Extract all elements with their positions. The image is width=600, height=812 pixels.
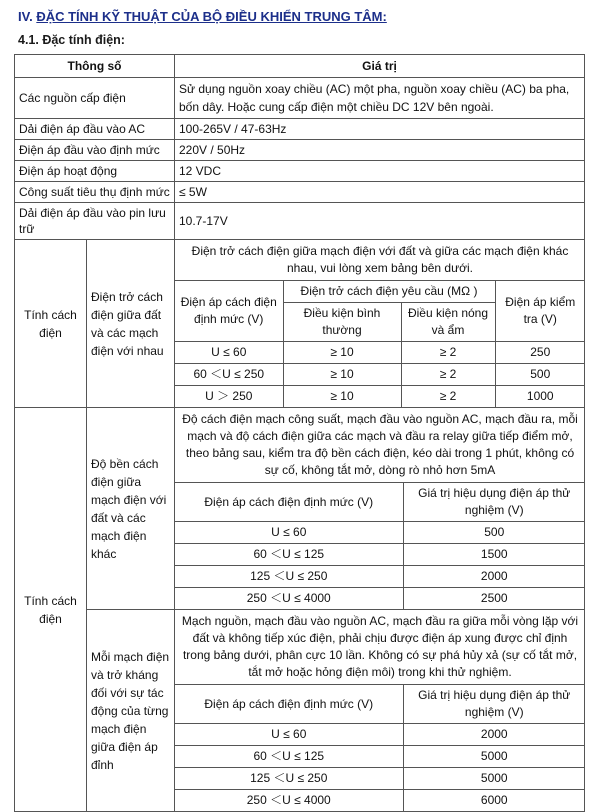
row-value: ≤ 5W xyxy=(175,182,585,203)
table-row xyxy=(15,203,585,240)
table-row xyxy=(175,342,585,364)
strength-sub2-note: Mạch nguồn, mạch đầu vào nguồn AC, mạch đầu ra giữa mỗi vòng lặp với đất và không tiếp xúc điện, phải chịu được điện áp xung được chỉ định trong bảng dưới, phân cực 10 lần. Không có sự phá hủy xả (sự cố tắt mở, tắt mở hoặc hỏng điện môi) trong khi thử nghiệm. xyxy=(175,610,585,685)
col-resistance-header: Điện trở cách điện yêu cầu (MΩ ) xyxy=(283,281,495,303)
insulation-sub-label: Điện trở cách điện giữa đất và các mạch điện với nhau xyxy=(87,240,175,408)
cell-normal: ≥ 10 xyxy=(283,342,401,364)
col-voltage-header: Điện áp cách điện định mức (V) xyxy=(175,483,403,522)
col-normal-header: Điều kiện bình thường xyxy=(283,303,401,342)
col-value-header: Giá trị hiệu dụng điện áp thử nghiệm (V) xyxy=(403,685,585,724)
table-row xyxy=(175,386,585,408)
row-value: 12 VDC xyxy=(175,161,585,182)
row-param: Dải điện áp đầu vào AC xyxy=(15,119,175,140)
table-row xyxy=(175,522,585,544)
strength-sub2-label: Mỗi mạch điện và trở kháng đối với sự tác động của từng mạch điện giữa điện áp đỉnh xyxy=(87,610,175,812)
heading xyxy=(18,9,387,24)
insulation-cell xyxy=(175,240,585,408)
cell-test: 500 xyxy=(495,364,585,386)
cell-value: 2000 xyxy=(403,566,585,588)
table-header-row xyxy=(15,55,585,78)
strength-sub2-cell xyxy=(175,610,585,812)
insulation-table xyxy=(175,240,585,407)
strength-sub1-note: Độ cách điện mạch công suất, mạch đầu vào nguồn AC, mạch đầu ra, mỗi mạch và độ cách điện giữa các mạch và đầu ra relay giữa tiếp điểm mở, theo bảng sau, kiểm tra độ bền cách điện, kéo dài trong 1 phút, không có sự cố, không tắt mở, dòng rò nhỏ hơn 5mA xyxy=(175,408,585,483)
cell-voltage: 60 ＜U ≤ 125 xyxy=(175,746,403,768)
table-row xyxy=(175,364,585,386)
col-humid-header: Điều kiện nóng và ẩm xyxy=(401,303,495,342)
insulation-group-label: Tính cách điện xyxy=(15,240,87,408)
col-test-header: Điện áp kiểm tra (V) xyxy=(495,281,585,342)
cell-value: 2500 xyxy=(403,588,585,610)
table-row xyxy=(175,588,585,610)
cell-normal: ≥ 10 xyxy=(283,364,401,386)
row-value: Sử dụng nguồn xoay chiều (AC) một pha, nguồn xoay chiều (AC) ba pha, bốn dây. Hoặc cung cấp điện một chiều DC 12V bên ngoài. xyxy=(175,78,585,119)
row-param: Điện áp hoạt động xyxy=(15,161,175,182)
table-row xyxy=(175,544,585,566)
cell-value: 500 xyxy=(403,522,585,544)
cell-humid: ≥ 2 xyxy=(401,364,495,386)
cell-value: 6000 xyxy=(403,790,585,812)
row-param: Các nguồn cấp điện xyxy=(15,78,175,119)
table-row xyxy=(175,724,585,746)
row-value: 10.7-17V xyxy=(175,203,585,240)
col-value-header: Giá trị hiệu dụng điện áp thử nghiệm (V) xyxy=(403,483,585,522)
strength-sub1-label: Độ bền cách điện giữa mạch điện với đất và các mạch điện khác xyxy=(87,408,175,610)
row-param: Công suất tiêu thụ định mức xyxy=(15,182,175,203)
table-row xyxy=(15,78,585,119)
row-param: Điện áp đầu vào định mức xyxy=(15,140,175,161)
strength-sub1-table xyxy=(175,408,585,609)
cell-value: 5000 xyxy=(403,768,585,790)
table-row xyxy=(175,746,585,768)
table-row xyxy=(175,768,585,790)
cell-test: 1000 xyxy=(495,386,585,408)
cell-value: 2000 xyxy=(403,724,585,746)
heading-number: IV. xyxy=(18,9,33,24)
col-voltage-header: Điện áp cách điện định mức (V) xyxy=(175,281,283,342)
cell-voltage: 250 ＜U ≤ 4000 xyxy=(175,588,403,610)
cell-value: 1500 xyxy=(403,544,585,566)
row-param: Dải điện áp đầu vào pin lưu trữ xyxy=(15,203,175,240)
col-voltage-header: Điện áp cách điện định mức (V) xyxy=(175,685,403,724)
cell-humid: ≥ 2 xyxy=(401,386,495,408)
cell-voltage: U ≤ 60 xyxy=(175,342,283,364)
cell-voltage: U ＞ 250 xyxy=(175,386,283,408)
strength-group-label: Tính cách điện xyxy=(15,408,87,812)
row-value: 220V / 50Hz xyxy=(175,140,585,161)
spec-table xyxy=(14,54,585,812)
insulation-note: Điện trở cách điện giữa mạch điện với đất và giữa các mạch điện khác nhau, vui lòng xem bảng bên dưới. xyxy=(175,240,585,281)
header-param: Thông số xyxy=(15,55,175,78)
cell-humid: ≥ 2 xyxy=(401,342,495,364)
table-row xyxy=(15,182,585,203)
insulation-block xyxy=(15,240,585,408)
strength-block-1 xyxy=(15,408,585,610)
cell-voltage: 60 ＜U ≤ 125 xyxy=(175,544,403,566)
table-row xyxy=(15,119,585,140)
strength-block-2 xyxy=(15,610,585,812)
table-row xyxy=(15,161,585,182)
cell-voltage: 60 ＜U ≤ 250 xyxy=(175,364,283,386)
cell-test: 250 xyxy=(495,342,585,364)
cell-voltage: 125 ＜U ≤ 250 xyxy=(175,768,403,790)
section-title: 4.1. Đặc tính điện: xyxy=(18,33,125,47)
table-row xyxy=(175,566,585,588)
table-row xyxy=(15,140,585,161)
row-value: 100-265V / 47-63Hz xyxy=(175,119,585,140)
cell-voltage: 125 ＜U ≤ 250 xyxy=(175,566,403,588)
cell-voltage: 250 ＜U ≤ 4000 xyxy=(175,790,403,812)
header-value: Giá trị xyxy=(175,55,585,78)
heading-title: ĐẶC TÍNH KỸ THUẬT CỦA BỘ ĐIỀU KHIỂN TRUNG TÂM: xyxy=(36,9,387,24)
strength-sub2-table xyxy=(175,610,585,811)
strength-sub1-cell xyxy=(175,408,585,610)
cell-value: 5000 xyxy=(403,746,585,768)
table-row xyxy=(175,790,585,812)
cell-normal: ≥ 10 xyxy=(283,386,401,408)
cell-voltage: U ≤ 60 xyxy=(175,724,403,746)
cell-voltage: U ≤ 60 xyxy=(175,522,403,544)
